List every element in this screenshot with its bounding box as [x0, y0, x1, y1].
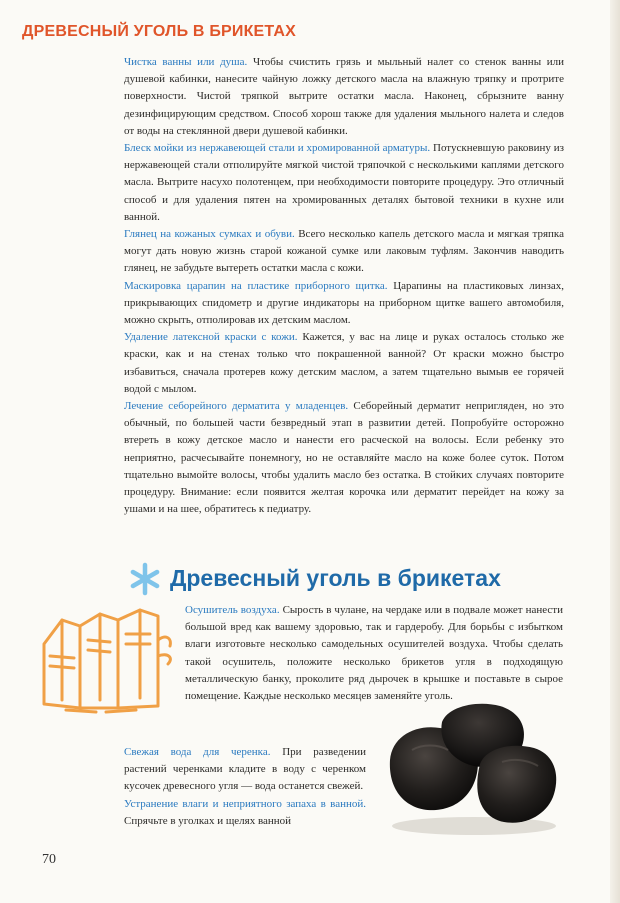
asterisk-icon: [128, 562, 162, 596]
paragraph-text: Сырость в чулане, на чердаке или в подвале может нанести большой вред как вашему здоровью, так и гардеробу. Для борьбы с избытком влаги изготовьте несколько самодельных осушителей воздуха. Чтобы сделать такой осушитель, положите несколько брикетов угля в подходящую металлическую банку, проколите ряд дырочек в крышке и поставьте в сырое помещение. Каждые несколько месяцев заменяйте уголь.: [185, 604, 563, 703]
paragraph-text: Царапины на пластиковых линзах, прикрывающих спидометр и другие индикаторы на приборном щитке вашего автомобиля, можно скрыть, отполировав их детским маслом.: [124, 279, 564, 327]
paragraph-dashboard: [124, 278, 564, 330]
paragraph-text: Чтобы счистить грязь и мыльный налет со стенок ванны или душевой кабинки, нанесите чайную ложку детского масла на влажную тряпку и протрите поверхности. Чистой тряпкой вытрите остатки масла. Наконец, сбрызните ванну дезинфицирующим средством. Способ хорош также для удаления мыльного налета и следов от воды на стеклянной двери душевой кабинки.: [124, 56, 564, 137]
paragraph-keyword: Устранение влаги и неприятного запаха в ванной.: [124, 797, 366, 810]
bottom-column-lower: [124, 744, 366, 830]
paragraph-text: Кажется, у вас на лице и руках осталось столько же краски, как и на стенах только что покрашенной ванной? От краски можно быстро избавиться, сначала протерев кожу детским маслом, а затем тщательно вымыв ее горячей водой с мылом.: [124, 331, 565, 395]
paragraph-bathroom-odor: [124, 796, 366, 830]
charcoal-briquettes-photo: [382, 700, 562, 836]
paragraph-text: Себорейный дерматит непригляден, но это обычный, по большей части безвредный этап в развитии детей. Попробуйте осторожно втереть в кожу детское масло и нанести его расческой на волосы. Если ребенку это неприятно, расчесывайте понемногу, но не оставляйте масло на коже более суток. Потом тщательно вымойте волосы, чтобы удалить масло без остатка. В стойких случаях повторите процедуру. Внимание: если появится желтая корочка или дерматит перейдет на кожу за ушами и на шее, обратитесь к педиатру.: [124, 400, 564, 516]
bottom-column-upper: [185, 602, 563, 705]
paragraph-text: Спрячьте в уголках и щелях ванной: [124, 814, 292, 827]
paragraph-text: Всего несколько капель детского масла и мягкая тряпка могут дать новую жизнь старой кожаной сумке или лаковым туфлям. Закончив наводить глянец, не забудьте вытереть остатки масла с кожи.: [124, 228, 564, 275]
page-edge: [610, 0, 620, 903]
paragraph-dermatitis: [124, 398, 564, 518]
paragraph-dehumidifier: [185, 602, 563, 705]
paragraph-cutting: [124, 744, 366, 796]
top-column: [124, 54, 564, 518]
paragraph-text: Потускневшую раковину из нержавеющей стали отполируйте мягкой чистой тряпочкой с несколькими каплями детского масла. Вытрите насухо полотенцем, при необходимости повторите процедуру. Это отличный способ и для удаления пятен на хромированных деталях бытовой техники в кухне или ванной.: [124, 142, 564, 223]
paragraph-leather: [124, 226, 564, 278]
paragraph-keyword: Лечение себорейного дерматита у младенцев.: [124, 400, 349, 413]
paragraph-keyword: Маскировка царапин на пластике приборного щитка.: [124, 279, 388, 292]
section-title: Древесный уголь в брикетах: [170, 565, 501, 591]
paragraph-text: При разведении растений черенками кладите в воду с черенком кусочек древесного угля — вода останется свежей.: [124, 746, 366, 793]
paragraph-sink: [124, 140, 564, 226]
paragraph-bath: [124, 54, 564, 140]
paragraph-keyword: Чистка ванны или душа.: [124, 56, 248, 68]
paragraph-paint: [124, 329, 564, 398]
page-header: ДРЕВЕСНЫЙ УГОЛЬ В БРИКЕТАХ: [22, 23, 297, 40]
paragraph-keyword: Блеск мойки из нержавеющей стали и хромированной арматуры.: [124, 142, 431, 155]
paragraph-keyword: Свежая вода для черенка.: [124, 746, 271, 758]
books-illustration: [36, 600, 178, 716]
page-number: 70: [42, 852, 56, 867]
paragraph-keyword: Осушитель воздуха.: [185, 604, 280, 616]
paragraph-keyword: Удаление латексной краски с кожи.: [124, 331, 298, 344]
paragraph-keyword: Глянец на кожаных сумках и обуви.: [124, 228, 295, 241]
